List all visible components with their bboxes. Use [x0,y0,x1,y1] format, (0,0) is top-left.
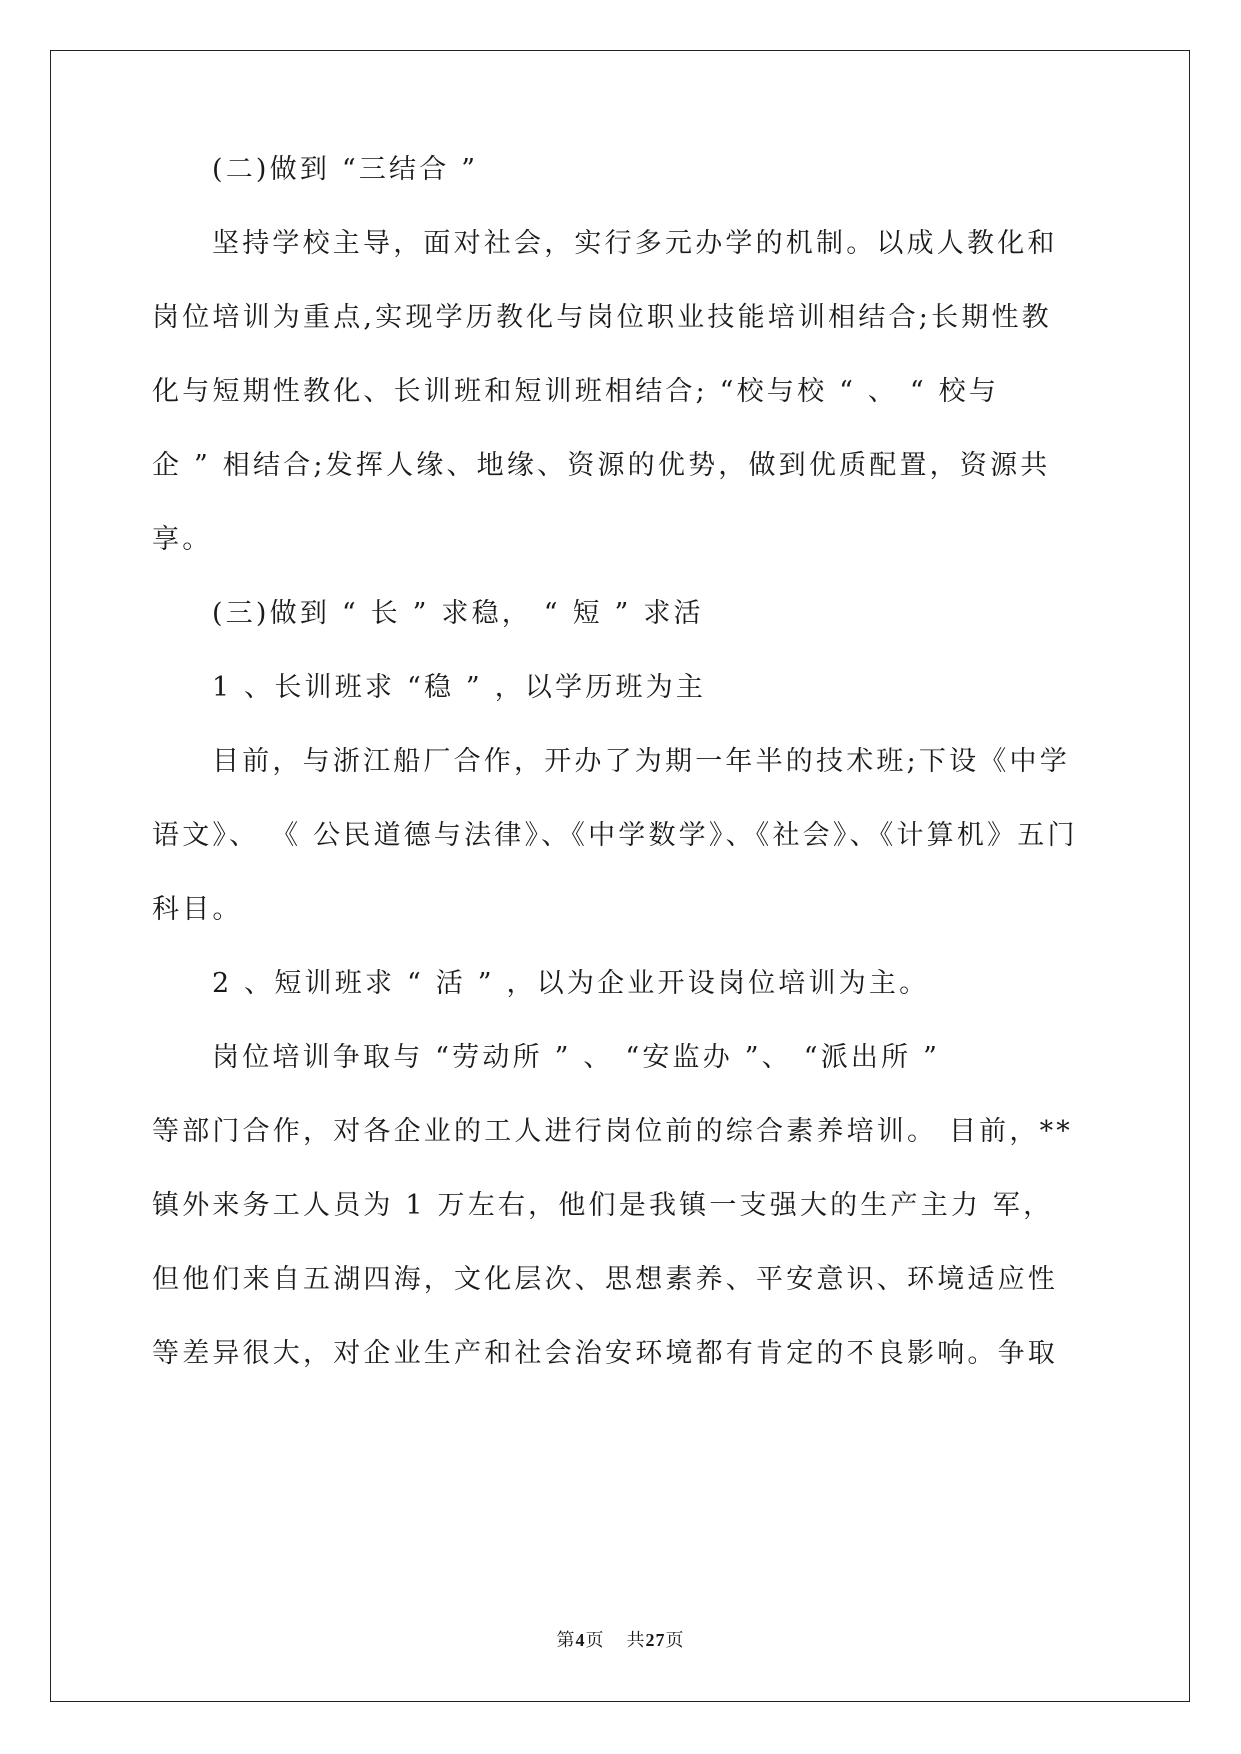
paragraph-line: 但他们来自五湖四海，文化层次、思想素养、平安意识、环境适应性 [152,1264,1058,1295]
footer-total-unit: 页 [665,1630,685,1650]
paragraph-line: 岗位培训争取与 “劳动所 ” 、 “安监办 ”、 “派出所 ” [212,1042,941,1073]
total-page-number: 27 [645,1630,666,1650]
paragraph-line: 目前，与浙江船厂合作，开办了为期一年半的技术班;下设《中学 [212,746,1070,777]
paragraph-line: 语文》、 《 公民道德与法律》、《中学数学》、《社会》、《计算机》五门 [152,820,1078,851]
paragraph-line: 科目。 [152,894,243,925]
paragraph-line: 等差异很大，对企业生产和社会治安环境都有肯定的不良影响。争取 [152,1338,1058,1369]
paragraph-line: 等部门合作，对各企业的工人进行岗位前的综合素养培训。 目前，** [152,1116,1073,1147]
current-page-number: 4 [575,1630,586,1650]
subheading-short-class: 2 、短训班求 “ 活 ” ，以为企业开设岗位培训为主。 [212,968,930,999]
footer-total-prefix: 共 [626,1630,646,1650]
footer-page-unit: 页 [585,1630,605,1650]
heading-san-jiehe: (二)做到 “三结合 ” [212,154,479,185]
paragraph-line: 化与短期性教化、长训班和短训班相结合; “校与校 “ 、 “ 校与 [152,376,1000,407]
paragraph-line: 岗位培训为重点,实现学历教化与岗位职业技能培训相结合;长期性教 [152,302,1052,333]
paragraph-line: 享。 [152,524,213,555]
subheading-long-class: 1 、长训班求 “稳 ” ，以学历班为主 [212,672,707,703]
paragraph-line: 镇外来务工人员为 1 万左右，他们是我镇一支强大的生产主力 军， [152,1190,1054,1221]
page-footer [0,1626,1241,1652]
paragraph-line: 企 ” 相结合;发挥人缘、地缘、资源的优势，做到优质配置，资源共 [152,450,1051,481]
paragraph-line: 坚持学校主导，面对社会，实行多元办学的机制。以成人教化和 [212,228,1058,259]
footer-prefix: 第 [556,1630,576,1650]
heading-chang-duan: (三)做到 “ 长 ” 求稳， “ 短 ” 求活 [212,598,704,629]
